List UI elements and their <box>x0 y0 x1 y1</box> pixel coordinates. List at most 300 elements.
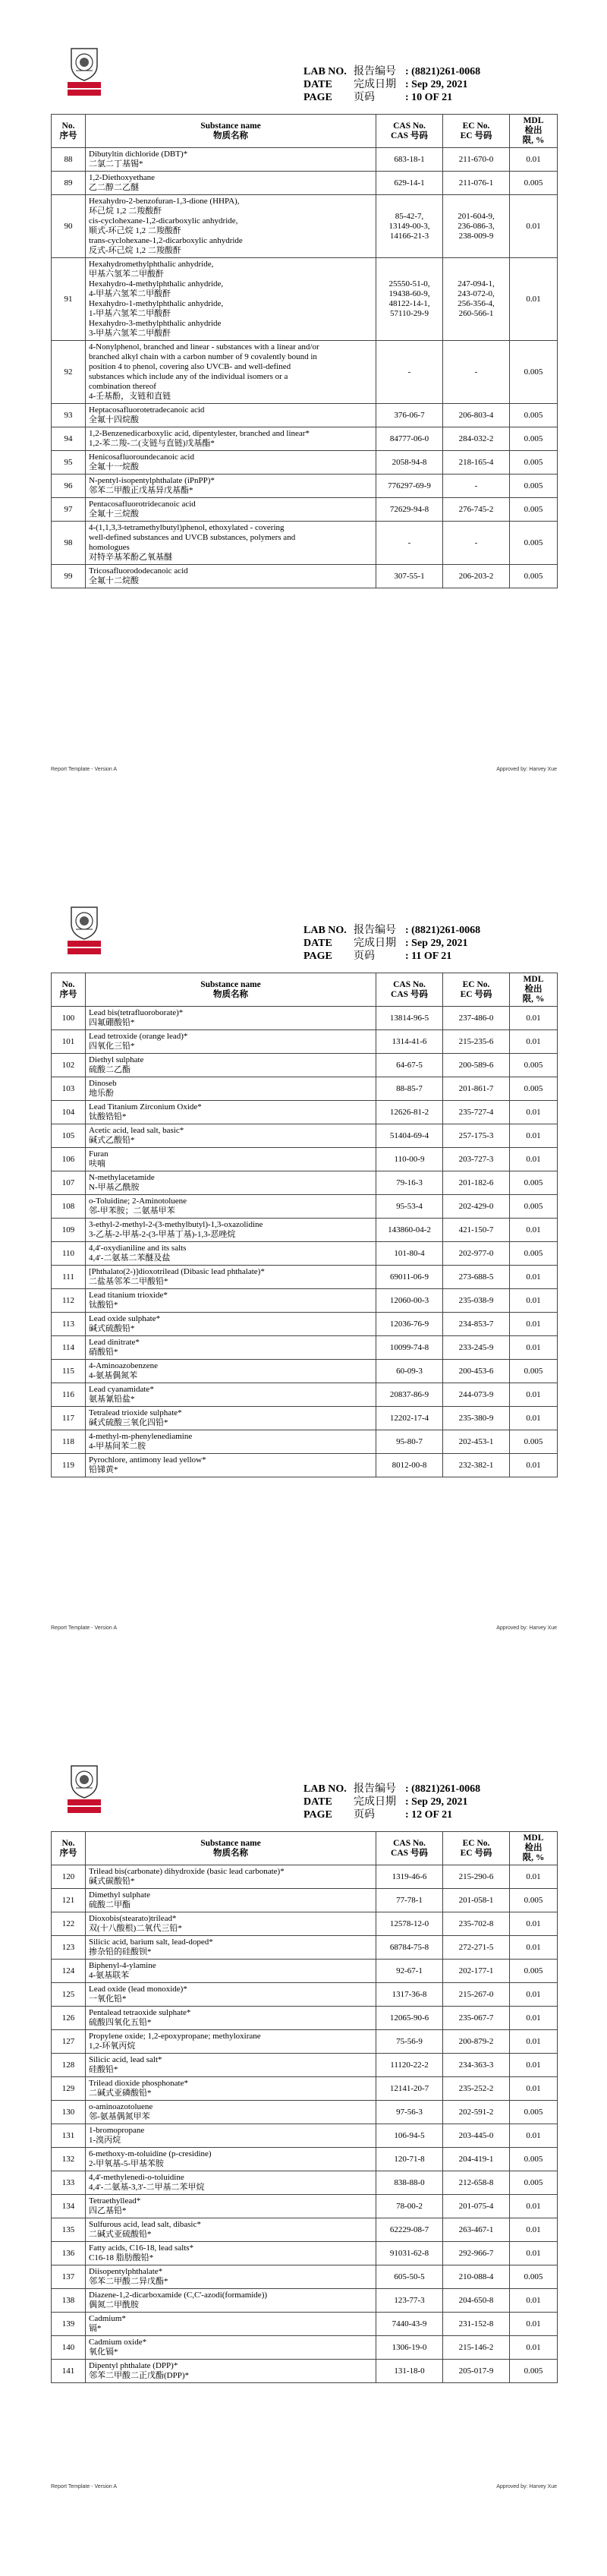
col-name-header: Substance name 物质名称 <box>86 115 376 148</box>
cell-line: 1306-19-0 <box>392 2342 427 2352</box>
cell-no: 111 <box>52 1266 86 1289</box>
cell-line: 211-076-1 <box>458 178 494 188</box>
cell-cas-no <box>376 2313 443 2336</box>
cell-cas-no <box>376 2336 443 2360</box>
cell-mdl: 0.01 <box>510 1936 558 1960</box>
cell-ec-no <box>443 1889 510 1912</box>
cell-substance-name <box>86 522 376 565</box>
cell-no: 138 <box>52 2289 86 2313</box>
cell-line: 4-氨基联苯 <box>89 1971 130 1980</box>
cell-cas-no <box>376 451 443 475</box>
cell-line: 1-甲基六氢苯二甲酸酐 <box>89 309 171 318</box>
cell-line: 202-453-1 <box>458 1436 494 1446</box>
cell-cas-no <box>376 1889 443 1912</box>
cell-cas-no <box>376 1124 443 1148</box>
cell-line: 215-290-6 <box>458 1871 494 1881</box>
table-row <box>52 148 558 172</box>
header-value: : Sep 29, 2021 <box>405 1796 468 1808</box>
cell-line: 4-(1,1,3,3-tetramethylbutyl)phenol, ethoxylated - covering <box>89 523 285 532</box>
cell-line: 4-氨基偶氮苯 <box>89 1371 138 1380</box>
bureau-veritas-logo <box>65 1763 103 1816</box>
cell-cas-no <box>376 2124 443 2148</box>
table-row <box>52 2148 558 2171</box>
header-row-date <box>304 1796 480 1808</box>
cell-ec-no <box>443 1865 510 1889</box>
footer-approved-by: Approved by: Harvey Xue <box>496 2484 557 2489</box>
cell-mdl: 0.005 <box>510 404 558 427</box>
cell-ec-no <box>443 2242 510 2265</box>
cell-substance-name <box>86 1242 376 1266</box>
cell-line: 硫酸四氧化五铅* <box>89 2018 152 2027</box>
cell-line: 偶氮二甲酰胺 <box>89 2300 139 2310</box>
cell-line: 205-017-9 <box>458 2366 494 2376</box>
cell-no: 89 <box>52 172 86 195</box>
cell-no: 101 <box>52 1030 86 1054</box>
cell-line: Diethyl sulphate <box>89 1055 144 1064</box>
cell-mdl: 0.01 <box>510 1336 558 1360</box>
header-label-cn: 完成日期 <box>354 79 396 90</box>
cell-cas-no <box>376 475 443 498</box>
cell-line: - <box>474 367 478 377</box>
cell-line: 235-727-4 <box>458 1107 494 1117</box>
cell-line: 218-165-4 <box>458 457 494 467</box>
cell-ec-no <box>443 148 510 172</box>
cell-cas-no <box>376 404 443 427</box>
cell-substance-name <box>86 1007 376 1030</box>
cell-ec-no <box>443 404 510 427</box>
header-label-cn: 报告编号 <box>354 1783 396 1795</box>
cell-line: 284-032-2 <box>458 434 494 443</box>
cell-line: - <box>474 481 478 490</box>
table-row <box>52 1124 558 1148</box>
cell-substance-name <box>86 172 376 195</box>
cell-ec-no <box>443 2054 510 2077</box>
cell-cas-no <box>376 2218 443 2242</box>
cell-line: Heptacosafluorotetradecanoic acid <box>89 405 205 415</box>
cell-cas-no <box>376 2101 443 2124</box>
cell-ec-no <box>443 2148 510 2171</box>
cell-mdl: 0.005 <box>510 1077 558 1101</box>
table-row <box>52 1360 558 1383</box>
cell-substance-name <box>86 1454 376 1477</box>
cell-ec-no <box>443 1124 510 1148</box>
cell-substance-name <box>86 1407 376 1430</box>
cell-no: 123 <box>52 1936 86 1960</box>
cell-no: 100 <box>52 1007 86 1030</box>
cell-line: 263-467-1 <box>458 2224 494 2234</box>
cell-line: 四乙基铅* <box>89 2206 127 2215</box>
cell-line: 14166-21-3 <box>389 231 429 241</box>
table-row <box>52 2360 558 2383</box>
header-row-page <box>304 950 480 963</box>
logo-emblem-icon <box>65 904 103 957</box>
cell-line: 12578-12-0 <box>389 1919 429 1928</box>
cell-line: - <box>407 538 411 547</box>
cell-ec-no <box>443 2007 510 2030</box>
cell-line: 272-271-5 <box>458 1942 494 1952</box>
cell-substance-name <box>86 2336 376 2360</box>
header-value: : Sep 29, 2021 <box>405 79 468 90</box>
table-row <box>52 2077 558 2101</box>
cell-mdl: 0.01 <box>510 1007 558 1030</box>
cell-ec-no <box>443 1430 510 1454</box>
cell-substance-name <box>86 404 376 427</box>
cell-mdl: 0.01 <box>510 2077 558 2101</box>
table-row <box>52 1101 558 1124</box>
header-value: : (8821)261-0068 <box>405 1783 481 1795</box>
cell-no: 115 <box>52 1360 86 1383</box>
cell-cas-no <box>376 427 443 451</box>
cell-mdl: 0.01 <box>510 1454 558 1477</box>
footer-template-version: Report Template - Version A <box>51 2484 118 2489</box>
cell-no: 99 <box>52 565 86 588</box>
cell-line: 236-086-3, <box>458 221 495 231</box>
cell-line: 硫酸二乙酯 <box>89 1065 131 1074</box>
cell-cas-no <box>376 1865 443 1889</box>
cell-line: 顺式-环己烷 1,2 二羧酸酐 <box>89 226 181 235</box>
cell-substance-name <box>86 2195 376 2218</box>
cell-no: 110 <box>52 1242 86 1266</box>
cell-mdl: 0.005 <box>510 2101 558 2124</box>
cell-mdl: 0.01 <box>510 2030 558 2054</box>
header-row-lab-no <box>304 1783 480 1796</box>
report-header <box>304 1783 480 1821</box>
cell-line: Diisopentylphthalate* <box>89 2267 163 2276</box>
cell-ec-no <box>443 1383 510 1407</box>
cell-line: 629-14-1 <box>394 178 425 188</box>
cell-line: 环己烷 1,2 二羧酸酐 <box>89 207 162 216</box>
report-header <box>304 924 480 963</box>
cell-line: N-pentyl-isopentylphthalate (iPnPP)* <box>89 476 215 485</box>
col-no-header: No. 序号 <box>52 1832 86 1865</box>
cell-cas-no <box>376 172 443 195</box>
cell-line: 4-甲基六氢苯二甲酸酐 <box>89 289 171 298</box>
cell-substance-name <box>86 195 376 258</box>
cell-mdl: 0.005 <box>510 1054 558 1077</box>
bureau-veritas-logo <box>65 46 103 99</box>
cell-no: 97 <box>52 498 86 522</box>
cell-line: Cadmium* <box>89 2314 126 2323</box>
cell-line: 143860-04-2 <box>388 1225 431 1234</box>
cell-mdl: 0.01 <box>510 1219 558 1242</box>
cell-substance-name <box>86 1171 376 1195</box>
cell-mdl: 0.005 <box>510 475 558 498</box>
cell-mdl: 0.01 <box>510 1983 558 2007</box>
cell-substance-name <box>86 1336 376 1360</box>
cell-cas-no <box>376 341 443 404</box>
cell-no: 125 <box>52 1983 86 2007</box>
cell-no: 129 <box>52 2077 86 2101</box>
cell-no: 88 <box>52 148 86 172</box>
cell-line: 247-094-1, <box>458 279 495 288</box>
report-page-1 <box>0 0 607 859</box>
cell-line: 掺杂铅的硅酸钡* <box>89 1947 152 1956</box>
cell-ec-no <box>443 2360 510 2383</box>
cell-cas-no <box>376 522 443 565</box>
cell-line: 123-77-3 <box>394 2295 425 2305</box>
cell-line: 4,4'-二氨基二苯醚及盐 <box>89 1253 171 1263</box>
cell-mdl: 0.01 <box>510 1912 558 1936</box>
cell-substance-name <box>86 2265 376 2289</box>
table-row <box>52 1171 558 1195</box>
cell-ec-no <box>443 1007 510 1030</box>
cell-mdl: 0.005 <box>510 1430 558 1454</box>
cell-line: 88-85-7 <box>396 1083 423 1093</box>
cell-ec-no <box>443 1148 510 1171</box>
cell-line: 6-methoxy-m-toluidine (p-cresidine) <box>89 2149 212 2158</box>
header-label: DATE <box>304 938 332 949</box>
cell-line: 95-53-4 <box>396 1201 423 1211</box>
cell-ec-no <box>443 1360 510 1383</box>
cell-substance-name <box>86 148 376 172</box>
cell-line: Tetraethyllead* <box>89 2196 141 2206</box>
cell-no: 122 <box>52 1912 86 1936</box>
cell-line: trans-cyclohexane-1,2-dicarboxylic anhydride <box>89 236 243 245</box>
cell-substance-name <box>86 341 376 404</box>
table-row <box>52 2030 558 2054</box>
cell-cas-no <box>376 1383 443 1407</box>
cell-line: 215-267-0 <box>458 1989 494 1999</box>
cell-line: substances which include any of the individual isomers or a <box>89 372 288 381</box>
header-row-date <box>304 78 480 91</box>
col-mdl-header: MDL 检出 限, % <box>510 115 558 148</box>
cell-mdl: 0.005 <box>510 2360 558 2383</box>
cell-substance-name <box>86 1383 376 1407</box>
cell-line: 4-methyl-m-phenylenediamine <box>89 1432 193 1441</box>
header-label-cn: 完成日期 <box>354 1796 396 1808</box>
cell-ec-no <box>443 1077 510 1101</box>
cell-line: 243-072-0, <box>458 289 495 298</box>
header-row-lab-no <box>304 65 480 78</box>
cell-ec-no <box>443 1266 510 1289</box>
cell-mdl: 0.005 <box>510 522 558 565</box>
cell-substance-name <box>86 1148 376 1171</box>
cell-line: Hexahydromethylphthalic anhydride, <box>89 260 214 269</box>
cell-line: N-methylacetamide <box>89 1173 155 1182</box>
cell-substance-name <box>86 2124 376 2148</box>
cell-line: Silicic acid, barium salt, lead-doped* <box>89 1938 213 1947</box>
cell-substance-name <box>86 1430 376 1454</box>
cell-mdl: 0.005 <box>510 451 558 475</box>
table-row <box>52 2313 558 2336</box>
cell-line: 4-壬基酚，支链和直链 <box>89 392 171 401</box>
cell-line: 4,4'-methylenedi-o-toluidine <box>89 2173 184 2182</box>
cell-cas-no <box>376 1912 443 1936</box>
bureau-veritas-logo <box>65 904 103 957</box>
header-value: : 10 OF 21 <box>405 92 453 103</box>
cell-substance-name <box>86 2242 376 2265</box>
cell-line: 273-688-5 <box>458 1272 494 1282</box>
cell-substance-name <box>86 427 376 451</box>
cell-line: 全氟十四烷酸 <box>89 415 139 424</box>
cell-mdl: 0.005 <box>510 1242 558 1266</box>
cell-ec-no <box>443 1219 510 1242</box>
cell-line: 铅锑黄* <box>89 1465 118 1474</box>
cell-mdl: 0.01 <box>510 2195 558 2218</box>
cell-mdl: 0.005 <box>510 498 558 522</box>
cell-line: 碱式乙酸铅* <box>89 1136 135 1145</box>
cell-no: 134 <box>52 2195 86 2218</box>
cell-no: 103 <box>52 1077 86 1101</box>
header-label: LAB NO. <box>304 66 347 77</box>
cell-no: 96 <box>52 475 86 498</box>
cell-substance-name <box>86 2171 376 2195</box>
cell-line: 7440-43-9 <box>392 2319 427 2328</box>
header-row-page <box>304 91 480 104</box>
cell-line: 201-604-9, <box>458 211 495 221</box>
cell-line: Pyrochlore, antimony lead yellow* <box>89 1455 206 1465</box>
cell-cas-no <box>376 2007 443 2030</box>
cell-line: C16-18 脂肪酸铅* <box>89 2253 154 2262</box>
cell-mdl: 0.01 <box>510 1101 558 1124</box>
cell-no: 109 <box>52 1219 86 1242</box>
table-row <box>52 2242 558 2265</box>
header-row-page <box>304 1808 480 1821</box>
cell-mdl: 0.01 <box>510 195 558 258</box>
cell-ec-no <box>443 2195 510 2218</box>
table-row <box>52 2054 558 2077</box>
cell-substance-name <box>86 2077 376 2101</box>
cell-mdl: 0.005 <box>510 1171 558 1195</box>
cell-mdl: 0.005 <box>510 1360 558 1383</box>
cell-line: 421-150-7 <box>458 1225 494 1234</box>
logo-emblem-icon <box>65 46 103 99</box>
cell-line: 97-56-3 <box>396 2107 423 2117</box>
cell-line: 12626-81-2 <box>389 1107 429 1117</box>
cell-line: 1,2-环氧丙烷 <box>89 2042 136 2051</box>
table-row <box>52 1289 558 1313</box>
cell-cas-no <box>376 1054 443 1077</box>
cell-cas-no <box>376 2360 443 2383</box>
cell-cas-no <box>376 1030 443 1054</box>
cell-no: 128 <box>52 2054 86 2077</box>
cell-line: 72629-94-8 <box>389 504 429 514</box>
cell-line: 12036-76-9 <box>389 1319 429 1329</box>
cell-line: Diazene-1,2-dicarboxamide (C,C'-azodi(formamide)) <box>89 2291 268 2300</box>
table-row <box>52 2336 558 2360</box>
cell-substance-name <box>86 1195 376 1219</box>
table-row <box>52 565 558 588</box>
cell-substance-name <box>86 2360 376 2383</box>
cell-line: 233-245-9 <box>458 1342 494 1352</box>
cell-line: Propylene oxide; 1,2-epoxypropane; methyloxirane <box>89 2032 261 2041</box>
cell-line: 全氟十三烷酸 <box>89 509 139 519</box>
cell-line: 19438-60-9, <box>388 289 430 298</box>
cell-substance-name <box>86 1219 376 1242</box>
cell-cas-no <box>376 1360 443 1383</box>
cell-cas-no <box>376 2242 443 2265</box>
cell-line: 77-78-1 <box>396 1895 423 1905</box>
cell-line: Trilead dioxide phosphonate* <box>89 2079 188 2088</box>
cell-line: Lead tetroxide (orange lead)* <box>89 1032 188 1041</box>
footer-template-version: Report Template - Version A <box>51 1625 118 1631</box>
cell-no: 93 <box>52 404 86 427</box>
cell-line: Tetralead trioxide sulphate* <box>89 1408 182 1417</box>
cell-line: - <box>474 538 478 547</box>
col-ec-header: EC No. EC 号码 <box>443 115 510 148</box>
cell-line: 234-853-7 <box>458 1319 494 1329</box>
col-ec-header: EC No. EC 号码 <box>443 973 510 1007</box>
col-cas-header: CAS No. CAS 号码 <box>376 115 443 148</box>
cell-line: 62229-08-7 <box>389 2224 429 2234</box>
cell-line: 91031-62-8 <box>389 2248 429 2258</box>
cell-ec-no <box>443 1983 510 2007</box>
cell-ec-no <box>443 1054 510 1077</box>
cell-line: 4-Aminoazobenzene <box>89 1361 159 1370</box>
cell-ec-no <box>443 1101 510 1124</box>
cell-no: 132 <box>52 2148 86 2171</box>
cell-line: homologues <box>89 543 130 552</box>
table-row <box>52 341 558 404</box>
cell-mdl: 0.01 <box>510 1313 558 1336</box>
cell-line: 237-486-0 <box>458 1013 494 1023</box>
logo-emblem-icon <box>65 1763 103 1816</box>
cell-line: 全氟十一烷酸 <box>89 462 139 471</box>
cell-ec-no <box>443 2077 510 2101</box>
header-value: : (8821)261-0068 <box>405 925 481 936</box>
table-row <box>52 1865 558 1889</box>
header-label: PAGE <box>304 92 332 103</box>
cell-cas-no <box>376 1960 443 1983</box>
header-value: : Sep 29, 2021 <box>405 938 468 949</box>
cell-no: 127 <box>52 2030 86 2054</box>
cell-line: 1-溴丙烷 <box>89 2136 121 2145</box>
cell-ec-no <box>443 2265 510 2289</box>
report-page-2 <box>0 859 607 1717</box>
cell-line: 钛酸锆铅* <box>89 1112 127 1121</box>
cell-no: 104 <box>52 1101 86 1124</box>
cell-no: 107 <box>52 1171 86 1195</box>
header-label-cn: 完成日期 <box>354 938 396 949</box>
cell-substance-name <box>86 1124 376 1148</box>
cell-substance-name <box>86 2218 376 2242</box>
cell-substance-name <box>86 1289 376 1313</box>
cell-line: Dioxobis(stearato)trilead* <box>89 1914 177 1923</box>
cell-line: 68784-75-8 <box>389 1942 429 1952</box>
header-value: : 11 OF 21 <box>405 951 452 962</box>
cell-line: 201-058-1 <box>458 1895 494 1905</box>
cell-no: 140 <box>52 2336 86 2360</box>
cell-line: 邻苯二甲酸二正戊酯(DPP)* <box>89 2371 190 2380</box>
cell-line: 78-00-2 <box>396 2201 423 2211</box>
cell-line: 244-073-9 <box>458 1389 494 1399</box>
cell-cas-no <box>376 2148 443 2171</box>
cell-line: 206-203-2 <box>458 571 494 581</box>
cell-cas-no <box>376 1242 443 1266</box>
cell-line: 212-658-8 <box>458 2177 494 2187</box>
cell-mdl: 0.005 <box>510 1195 558 1219</box>
cell-mdl: 0.01 <box>510 1266 558 1289</box>
cell-line: 69011-06-9 <box>390 1272 429 1282</box>
cell-substance-name <box>86 2148 376 2171</box>
cell-line: 邻苯二甲酸二异戊酯* <box>89 2277 168 2286</box>
cell-line: Acetic acid, lead salt, basic* <box>89 1126 184 1135</box>
table-row <box>52 1336 558 1360</box>
cell-cas-no <box>376 1313 443 1336</box>
cell-ec-no <box>443 1313 510 1336</box>
cell-mdl: 0.01 <box>510 1030 558 1054</box>
cell-mdl: 0.01 <box>510 1289 558 1313</box>
table-row <box>52 1007 558 1030</box>
cell-line: 13149-00-3, <box>388 221 430 231</box>
footer-approved-by: Approved by: Harvey Xue <box>496 767 557 772</box>
cell-line: 234-363-3 <box>458 2060 494 2070</box>
cell-mdl: 0.01 <box>510 1124 558 1148</box>
cell-ec-no <box>443 1242 510 1266</box>
cell-line: 邻-氨基偶氮甲苯 <box>89 2112 150 2121</box>
table-row <box>52 1889 558 1912</box>
cell-line: 202-429-0 <box>458 1201 494 1211</box>
